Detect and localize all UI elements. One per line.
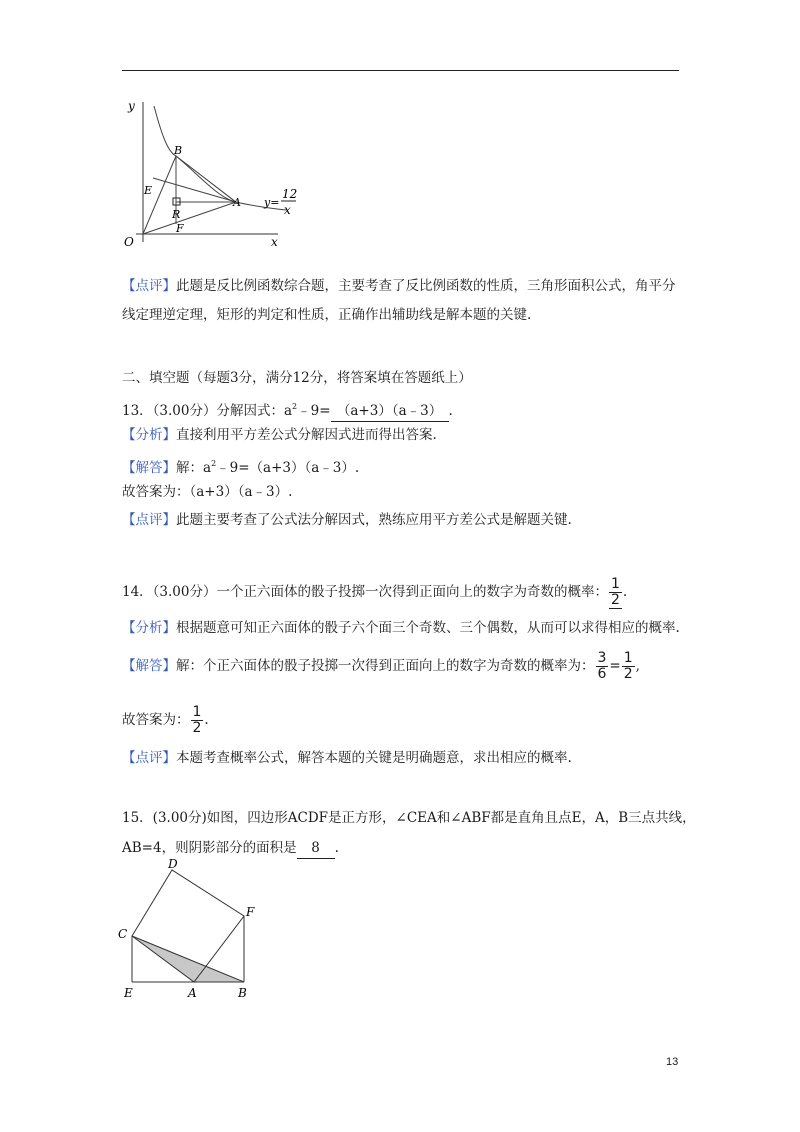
figure-square: [112, 858, 272, 1000]
point-r-label: R: [172, 208, 181, 221]
fraction-3-6: $\frac{3}{6}$: [597, 650, 607, 682]
point-d-label: D: [168, 858, 178, 871]
analysis-tag: 【分析】: [122, 620, 176, 636]
point-a-label: A: [233, 196, 241, 209]
page-number: 13: [666, 1056, 679, 1068]
solution-tag: 【解答】: [122, 460, 176, 476]
solution-text-a: 解：a: [176, 460, 212, 476]
analysis-14: [122, 618, 680, 638]
solution-tag: 【解答】: [122, 658, 176, 674]
solution-text: 解：个正六面体的骰子投掷一次得到正面向上的数字为奇数的概率为：: [176, 658, 595, 674]
function-num: 12: [282, 187, 298, 201]
section-title: 二、填空题（每题3分，满分12分，将答案填在答题纸上）: [122, 370, 472, 386]
analysis-tag: 【分析】: [122, 427, 176, 443]
fraction-1-2: $\frac{1}{2}$: [623, 650, 633, 682]
point-f-label: F: [176, 222, 184, 235]
point-e-label: E: [144, 184, 153, 197]
review-tag: 【点评】: [122, 750, 176, 766]
review-12-line1: [122, 276, 676, 296]
segment-ba-tangent: [176, 156, 238, 204]
question-13-stem2: ﹣9=: [297, 403, 331, 419]
solution-13: [122, 454, 359, 478]
point-f-label: F: [246, 905, 255, 919]
segment-oa: [143, 202, 236, 234]
review-text: 此题主要考查了公式法分解因式，熟练应用平方差公式是解题关键.: [176, 512, 572, 528]
function-den: x: [284, 203, 291, 217]
question-13-stem: 13．（3.00分）分解因式：a: [122, 403, 293, 419]
point-b-label: B: [238, 986, 247, 1000]
answer-blank-fraction: $\frac{1}{2}$: [611, 575, 620, 608]
superscript: 2: [292, 402, 298, 411]
point-e-label: E: [124, 986, 133, 1000]
function-prefix: y=: [264, 196, 280, 209]
point-b-label: B: [174, 144, 183, 157]
curve: [154, 106, 286, 210]
figure-reciprocal-graph: [118, 94, 318, 254]
analysis-13: [122, 425, 437, 445]
review-14: [122, 748, 572, 768]
solution-14: 【解答】解：个正六面体的骰子投掷一次得到正面向上的数字为奇数的概率为： $\frac{3}{6}$ = $\frac{1}{2}$ ,: [122, 650, 640, 682]
header-rule: [122, 70, 679, 71]
answer-blank: 8: [297, 838, 335, 859]
solution-text-b: ﹣9=（a+3）（a﹣3）.: [216, 460, 360, 476]
point-a-label: A: [188, 986, 197, 1000]
review-13: [122, 510, 572, 530]
review-text: 此题是反比例函数综合题，主要考查了反比例函数的性质，三角形面积公式，角平分: [176, 278, 676, 294]
point-c-label: C: [118, 927, 128, 941]
review-12-line2: 线定理逆定理，矩形的判定和性质，正确作出辅助线是解本题的关键.: [122, 307, 532, 323]
final-answer-13: 故答案为：（a+3）（a﹣3）.: [122, 484, 293, 500]
question-15-line2: AB=4，则阴影部分的面积是 8 .: [122, 838, 339, 859]
question-14-stem: 14．（3.00分）一个正六面体的骰子投掷一次得到正面向上的数字为奇数的概率：: [122, 584, 608, 600]
answer-blank: （a+3）（a﹣3）: [331, 401, 449, 422]
review-tag: 【点评】: [122, 278, 176, 294]
y-axis-label: y: [128, 99, 135, 113]
analysis-text: 直接利用平方差公式分解因式进而得出答案.: [176, 427, 437, 443]
x-axis-label: x: [271, 235, 278, 249]
question-14: 14．（3.00分）一个正六面体的骰子投掷一次得到正面向上的数字为奇数的概率： $\frac{1}{2}$ .: [122, 575, 628, 608]
origin-label: O: [124, 235, 134, 249]
analysis-text: 根据题意可知正六面体的骰子六个面三个奇数、三个偶数，从而可以求得相应的概率.: [176, 620, 680, 636]
fraction-1-2: $\frac{1}{2}$: [192, 704, 202, 736]
final-answer-14: 故答案为： $\frac{1}{2}$ .: [122, 704, 209, 736]
question-15-line1: 15．(3.00分)如图，四边形ACDF是正方形，∠CEA和∠ABF都是直角且点E，A，B三点共线，: [122, 810, 696, 826]
segment-ea: [153, 178, 236, 202]
review-tag: 【点评】: [122, 512, 176, 528]
question-13: 13．（3.00分）分解因式：$a^2﹣9=$ （a+3）（a﹣3） .: [122, 397, 453, 422]
review-text: 本题考查概率公式，解答本题的关键是明确题意，求出相应的概率.: [176, 750, 572, 766]
superscript: 2: [211, 459, 217, 468]
